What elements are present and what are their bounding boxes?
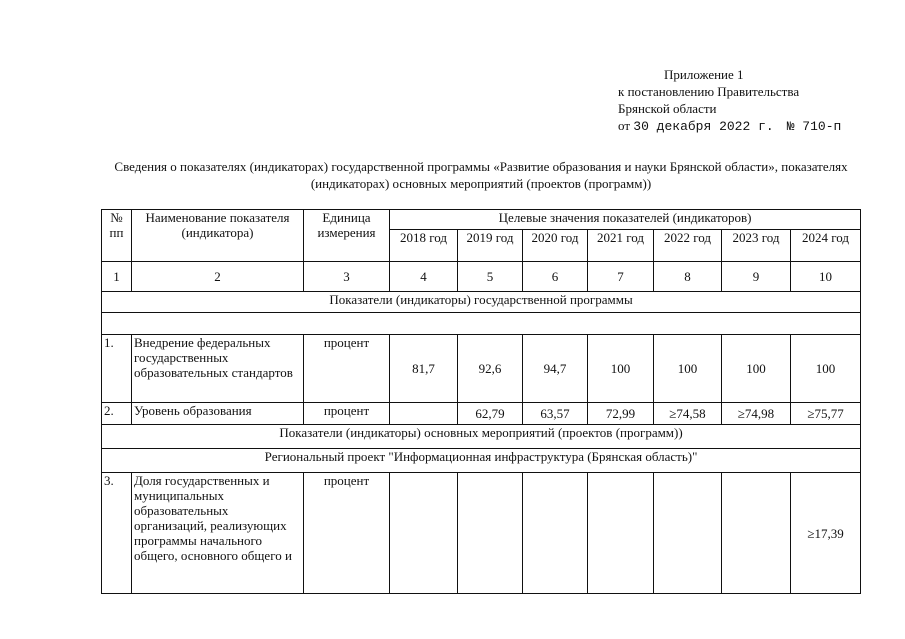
year-header: 2020 год xyxy=(523,230,588,262)
value-cell: ≥75,77 xyxy=(791,403,861,425)
value-cell xyxy=(390,473,458,594)
decree-date: 30 декабря 2022 г. xyxy=(633,119,774,134)
value-cell: 100 xyxy=(722,335,791,403)
value-cell xyxy=(588,473,654,594)
value-cell: 100 xyxy=(588,335,654,403)
value-cell: 100 xyxy=(791,335,861,403)
header-unit: Единица измерения xyxy=(304,210,390,262)
appendix-header xyxy=(618,66,841,135)
value-cell: ≥74,58 xyxy=(654,403,722,425)
appendix-line-3: Брянской области xyxy=(618,101,717,116)
header-name: Наименование показателя (индикатора) xyxy=(132,210,304,262)
section-row xyxy=(102,425,861,449)
value-cell: 92,6 xyxy=(458,335,523,403)
section-row xyxy=(102,292,861,313)
column-number-row xyxy=(102,262,861,292)
value-cell: 94,7 xyxy=(523,335,588,403)
value-cell: 72,99 xyxy=(588,403,654,425)
spacer-row xyxy=(102,313,861,335)
indicators-table xyxy=(101,209,861,594)
indicator-name: Доля государственных и муниципальных образовательных организаций, реализующих программы начального общего, основного общего и xyxy=(132,473,304,594)
value-cell xyxy=(523,473,588,594)
year-header: 2021 год xyxy=(588,230,654,262)
column-number: 2 xyxy=(132,262,304,292)
column-number: 1 xyxy=(102,262,132,292)
column-number: 9 xyxy=(722,262,791,292)
column-number: 4 xyxy=(390,262,458,292)
value-cell xyxy=(458,473,523,594)
header-targets: Целевые значения показателей (индикаторов) xyxy=(390,210,861,230)
indicator-name: Уровень образования xyxy=(132,403,304,425)
year-header: 2022 год xyxy=(654,230,722,262)
table-row xyxy=(102,335,861,403)
column-number: 7 xyxy=(588,262,654,292)
unit-cell: процент xyxy=(304,335,390,403)
row-number: 2. xyxy=(102,403,132,425)
column-number: 8 xyxy=(654,262,722,292)
header-row-1 xyxy=(102,210,861,230)
appendix-date-line xyxy=(618,117,841,135)
row-number: 3. xyxy=(102,473,132,594)
decree-number: № 710-п xyxy=(786,119,842,134)
value-cell xyxy=(390,403,458,425)
document-title: Сведения о показателях (индикаторах) государственной программы «Развитие образования и науки Брянской области», показателях (индикаторах) основных мероприятий (проектов (программ)) xyxy=(114,159,848,191)
year-header: 2023 год xyxy=(722,230,791,262)
row-number: 1. xyxy=(102,335,132,403)
table-row xyxy=(102,403,861,425)
section-title: Региональный проект "Информационная инфраструктура (Брянская область)" xyxy=(102,449,861,473)
appendix-line-2: к постановлению Правительства xyxy=(618,84,800,99)
section-row xyxy=(102,449,861,473)
unit-cell: процент xyxy=(304,403,390,425)
column-number: 10 xyxy=(791,262,861,292)
date-prefix: от xyxy=(618,118,631,133)
value-cell: ≥74,98 xyxy=(722,403,791,425)
value-cell: 62,79 xyxy=(458,403,523,425)
appendix-title: Приложение 1 xyxy=(664,67,744,82)
indicator-name: Внедрение федеральных государственных образовательных стандартов xyxy=(132,335,304,403)
year-header: 2019 год xyxy=(458,230,523,262)
value-cell: 100 xyxy=(654,335,722,403)
spacer-cell xyxy=(102,313,861,335)
value-cell: 81,7 xyxy=(390,335,458,403)
value-cell: ≥17,39 xyxy=(791,473,861,594)
column-number: 6 xyxy=(523,262,588,292)
header-no: № пп xyxy=(102,210,132,262)
column-number: 3 xyxy=(304,262,390,292)
year-header: 2018 год xyxy=(390,230,458,262)
year-header: 2024 год xyxy=(791,230,861,262)
table-row xyxy=(102,473,861,594)
section-title: Показатели (индикаторы) основных мероприятий (проектов (программ)) xyxy=(102,425,861,449)
value-cell xyxy=(722,473,791,594)
column-number: 5 xyxy=(458,262,523,292)
section-title: Показатели (индикаторы) государственной программы xyxy=(102,292,861,313)
value-cell: 63,57 xyxy=(523,403,588,425)
value-cell xyxy=(654,473,722,594)
unit-cell: процент xyxy=(304,473,390,594)
